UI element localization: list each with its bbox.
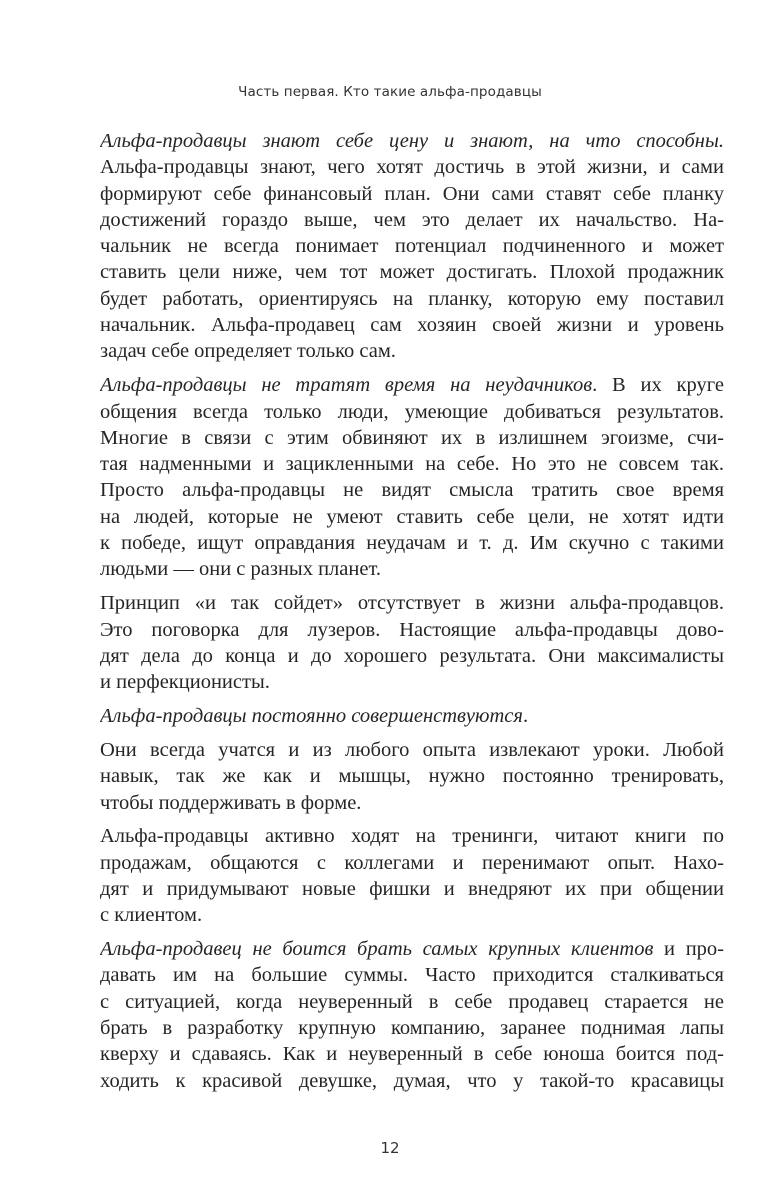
text-line xyxy=(100,936,724,962)
regular-text: Просто альфа-продавцы не видят смысла тратить свое время xyxy=(100,479,724,502)
regular-text: Это поговорка для лузеров. Настоящие альфа-продавцы дово- xyxy=(100,618,724,641)
regular-text: . xyxy=(522,705,529,728)
text-line xyxy=(100,1068,724,1094)
regular-text: навык, так же как и мышцы, нужно постоянно тренировать, xyxy=(100,765,724,788)
text-line xyxy=(100,850,724,876)
regular-text: людьми — они с разных планет. xyxy=(100,558,381,581)
regular-text: давать им на большие суммы. Часто приходится сталкиваться xyxy=(100,964,724,987)
italic-emphasis: Альфа-продавцы постоянно совершенствуются xyxy=(100,705,523,728)
paragraph xyxy=(100,128,724,365)
regular-text: брать в разработку крупную компанию, заранее поднимая лапы xyxy=(100,1017,724,1040)
text-line xyxy=(100,128,724,154)
text-line xyxy=(100,823,724,849)
text-line xyxy=(100,154,724,180)
text-line xyxy=(100,207,724,233)
text-line xyxy=(100,312,724,338)
text-line xyxy=(100,399,724,425)
text-line xyxy=(100,181,724,207)
text-line xyxy=(100,372,724,398)
regular-text: Альфа-продавцы знают, чего хотят достичь в этой жизни, и сами xyxy=(100,156,724,179)
text-line xyxy=(100,989,724,1015)
regular-text: с ситуацией, когда неуверенный в себе продавец старается не xyxy=(100,990,724,1013)
text-line xyxy=(100,643,724,669)
text-line xyxy=(100,233,724,259)
text-line xyxy=(100,451,724,477)
regular-text: и про- xyxy=(653,938,724,961)
regular-text: дят и придумывают новые фишки и внедряют их при общении xyxy=(100,877,724,900)
paragraph xyxy=(100,936,724,1094)
text-line xyxy=(100,902,724,928)
paragraph xyxy=(100,590,724,695)
regular-text: Они всегда учатся и из любого опыта извлекают уроки. Любой xyxy=(100,738,724,761)
regular-text: . В их круге xyxy=(592,374,724,397)
regular-text: чтобы поддерживать в форме. xyxy=(100,791,362,814)
text-line xyxy=(100,590,724,616)
regular-text: на людей, которые не умеют ставить себе цели, не хотят идти xyxy=(100,505,724,528)
paragraph xyxy=(100,372,724,582)
regular-text: формируют себе финансовый план. Они сами ставят себе планку xyxy=(100,182,724,205)
text-line xyxy=(100,790,724,816)
text-line xyxy=(100,737,724,763)
text-line xyxy=(100,504,724,530)
text-line xyxy=(100,338,724,364)
italic-emphasis: Альфа-продавцы знают себе цену и знают, на что способны. xyxy=(100,130,724,152)
regular-text: продажам, общаются с коллегами и перенимают опыт. Нахо- xyxy=(100,851,724,874)
regular-text: общения всегда только люди, умеющие добиваться результатов. xyxy=(100,400,724,423)
italic-emphasis: Альфа-продавцы не тратят время на неудачников xyxy=(100,374,593,397)
text-line xyxy=(100,962,724,988)
regular-text: будет работать, ориентируясь на планку, которую ему поставил xyxy=(100,287,724,310)
text-line xyxy=(100,703,724,729)
italic-emphasis: Альфа-продавец не боится брать самых крупных клиентов xyxy=(100,938,654,961)
regular-text: кверху и сдаваясь. Как и неуверенный в себе юноша боится под- xyxy=(100,1043,724,1066)
regular-text: задач себе определяет только сам. xyxy=(100,340,396,363)
regular-text: ходить к красивой девушке, думая, что у такой-то красавицы xyxy=(100,1069,724,1092)
regular-text: начальник. Альфа-продавец сам хозяин своей жизни и уровень xyxy=(100,314,724,337)
regular-text: Принцип «и так сойдет» отсутствует в жизни альфа-продавцов. xyxy=(100,592,724,615)
regular-text: Многие в связи с этим обвиняют их в излишнем эгоизме, счи- xyxy=(100,426,724,449)
regular-text: чальник не всегда понимает потенциал подчиненного и может xyxy=(100,235,724,258)
text-line xyxy=(100,286,724,312)
text-line xyxy=(100,259,724,285)
text-line xyxy=(100,876,724,902)
paragraph xyxy=(100,737,724,816)
text-line xyxy=(100,477,724,503)
regular-text: ставить цели ниже, чем тот может достигать. Плохой продажник xyxy=(100,261,724,284)
page-number: 12 xyxy=(380,1139,400,1157)
regular-text: к победе, ищут оправдания неудачам и т. д. Им скучно с такими xyxy=(100,532,724,555)
regular-text: и перфекционисты. xyxy=(100,671,270,694)
text-line xyxy=(100,425,724,451)
page-body-text xyxy=(100,128,724,1102)
regular-text: Альфа-продавцы активно ходят на тренинги, читают книги по xyxy=(100,825,724,848)
text-line xyxy=(100,1015,724,1041)
text-line xyxy=(100,617,724,643)
regular-text: достижений гораздо выше, чем это делает их начальство. На- xyxy=(100,208,724,231)
text-line xyxy=(100,530,724,556)
regular-text: тая надменными и зацикленными на себе. Но это не совсем так. xyxy=(100,453,724,476)
text-line xyxy=(100,763,724,789)
regular-text: с клиентом. xyxy=(100,904,203,927)
paragraph xyxy=(100,703,724,729)
text-line xyxy=(100,1041,724,1067)
regular-text: дят дела до конца и до хорошего результата. Они максималисты xyxy=(100,644,724,667)
running-header: Часть первая. Кто такие альфа-продавцы xyxy=(238,84,542,100)
paragraph xyxy=(100,823,724,928)
text-line xyxy=(100,669,724,695)
text-line xyxy=(100,556,724,582)
